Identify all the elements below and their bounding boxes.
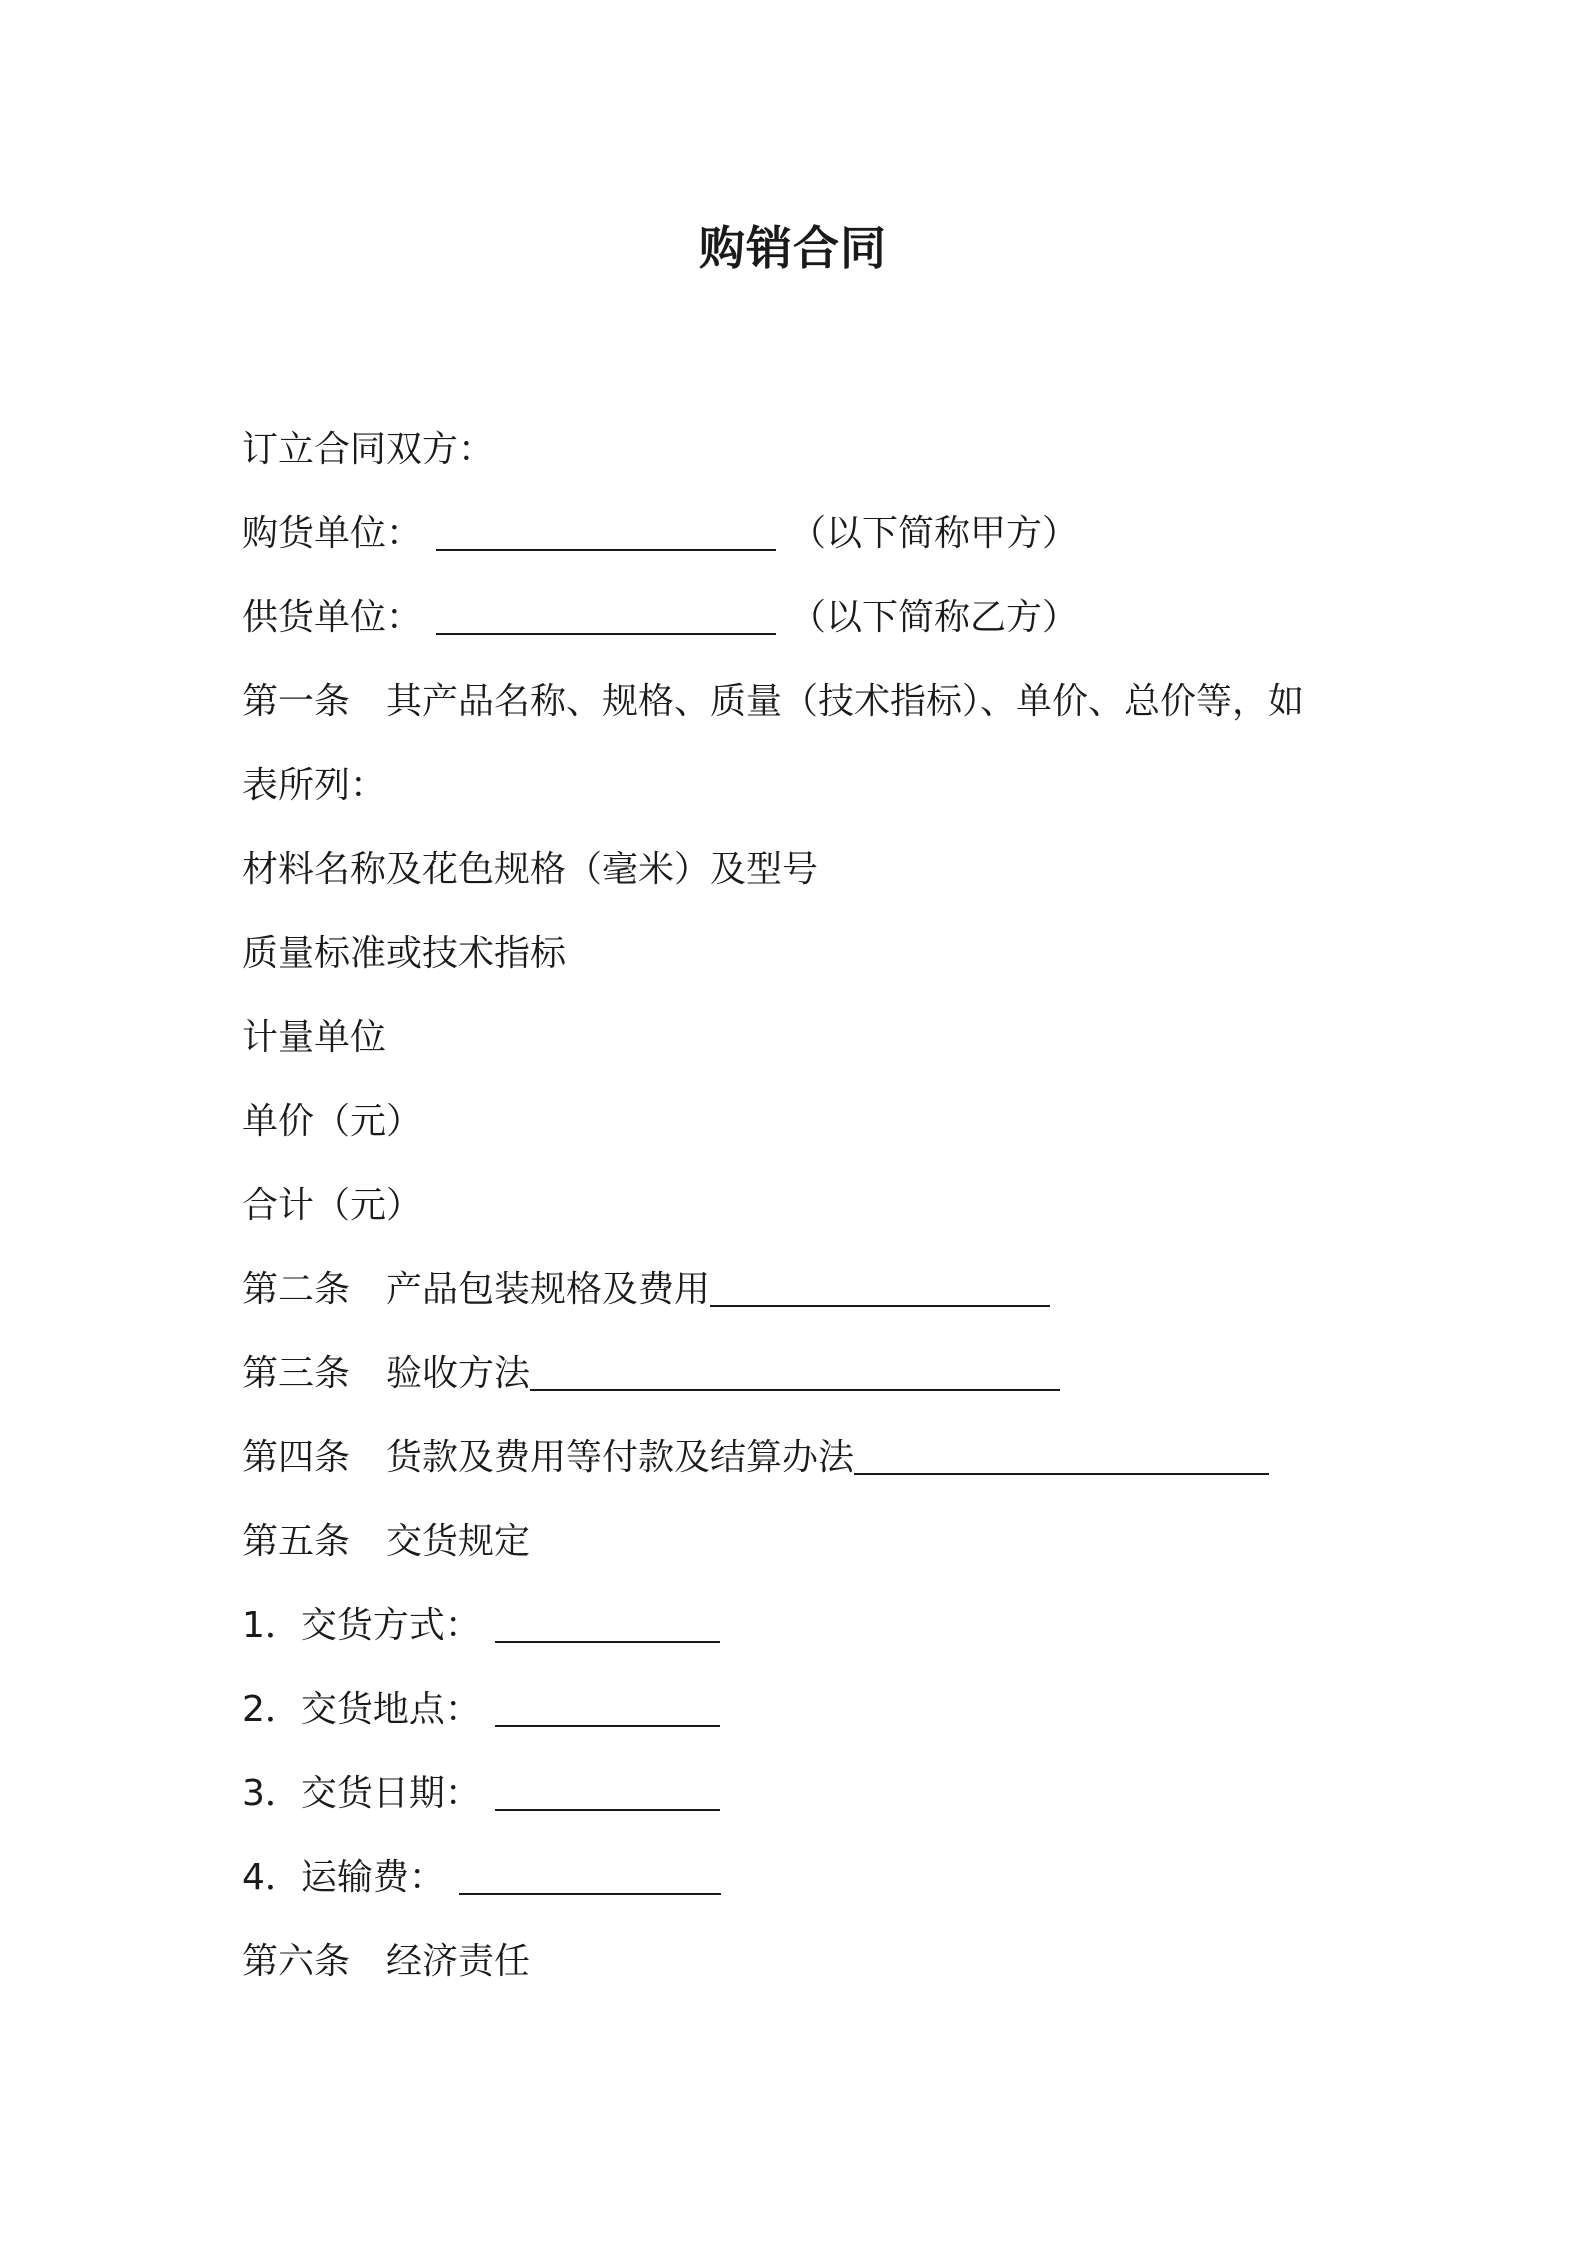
buyer-label: 购货单位：	[242, 513, 423, 554]
delivery-method-label: 1．交货方式：	[242, 1605, 481, 1646]
article-1-label: 第一条	[242, 681, 351, 722]
transport-fee-label: 4．运输费：	[242, 1857, 445, 1898]
article-4-label: 第四条	[242, 1437, 351, 1478]
seller-label: 供货单位：	[242, 597, 423, 638]
delivery-method-blank[interactable]	[495, 1601, 720, 1643]
delivery-location-blank[interactable]	[495, 1685, 720, 1727]
article-1-text: 其产品名称、规格、质量（技术指标）、单价、总价等，如	[386, 681, 1305, 722]
delivery-date-blank[interactable]	[495, 1769, 720, 1811]
item-line: 单价（元）	[242, 1101, 423, 1142]
article-3-text: 验收方法	[386, 1353, 531, 1394]
article-2-blank[interactable]	[710, 1265, 1050, 1307]
parties-heading: 订立合同双方：	[242, 429, 495, 470]
seller-blank[interactable]	[436, 593, 776, 635]
article-6	[242, 1920, 1392, 2004]
article-3	[242, 1332, 1392, 1416]
transport-fee	[242, 1836, 1392, 1920]
delivery-date-label: 3．交货日期：	[242, 1773, 481, 1814]
article-6-text: 经济责任	[386, 1941, 531, 1982]
article-4	[242, 1416, 1392, 1500]
delivery-location-label: 2．交货地点：	[242, 1689, 481, 1730]
delivery-method	[242, 1584, 1392, 1668]
item-line: 材料名称及花色规格（毫米）及型号	[242, 849, 819, 890]
item-line: 质量标准或技术指标	[242, 933, 567, 974]
article-2-text: 产品包装规格及费用	[386, 1269, 711, 1310]
buyer-suffix: （以下简称甲方）	[790, 513, 1079, 554]
buyer-blank[interactable]	[436, 509, 776, 551]
article-5	[242, 1500, 1392, 1584]
contract-body	[242, 408, 1392, 2004]
article-1-continued: 表所列：	[242, 765, 387, 806]
delivery-location	[242, 1668, 1392, 1752]
article-2	[242, 1248, 1392, 1332]
item-line: 合计（元）	[242, 1185, 423, 1226]
article-5-label: 第五条	[242, 1521, 351, 1562]
article-5-text: 交货规定	[386, 1521, 531, 1562]
article-4-blank[interactable]	[854, 1433, 1269, 1475]
transport-fee-blank[interactable]	[459, 1853, 721, 1895]
article-6-label: 第六条	[242, 1941, 351, 1982]
document-title: 购销合同	[699, 221, 887, 275]
article-4-text: 货款及费用等付款及结算办法	[386, 1437, 855, 1478]
article-2-label: 第二条	[242, 1269, 351, 1310]
delivery-date	[242, 1752, 1392, 1836]
seller-line	[242, 576, 1392, 660]
seller-suffix: （以下简称乙方）	[790, 597, 1079, 638]
buyer-line	[242, 492, 1392, 576]
article-3-label: 第三条	[242, 1353, 351, 1394]
article-3-blank[interactable]	[530, 1349, 1060, 1391]
item-line: 计量单位	[242, 1017, 387, 1058]
article-1	[242, 660, 1392, 744]
